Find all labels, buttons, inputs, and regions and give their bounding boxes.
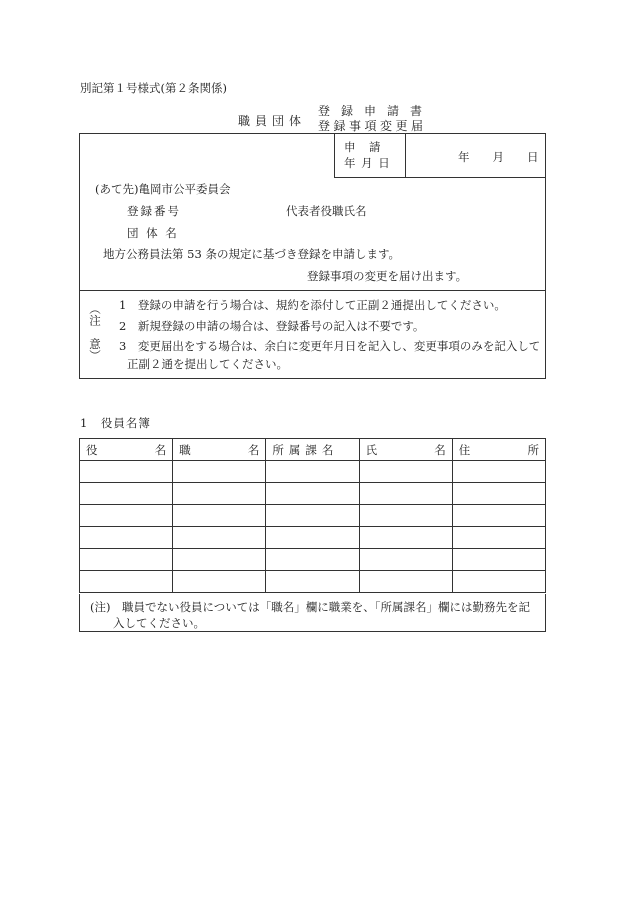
column-header-name: 氏 名	[359, 439, 452, 461]
table-cell[interactable]	[359, 571, 452, 593]
table-cell[interactable]	[80, 549, 173, 571]
table-row	[80, 505, 546, 527]
title-line-change-notification: 登録事項変更届	[318, 119, 427, 133]
note-item-2: 2 新規登録の申請の場合は、登録番号の記入は不要です。	[119, 319, 425, 333]
table-row	[80, 527, 546, 549]
date-cell-left-border	[334, 133, 335, 177]
table-cell[interactable]	[452, 505, 545, 527]
table-cell[interactable]	[266, 483, 359, 505]
table-row	[80, 549, 546, 571]
table-cell[interactable]	[80, 505, 173, 527]
application-statement: 地方公務員法第 53 条の規定に基づき登録を申請します。	[103, 247, 401, 261]
table-cell[interactable]	[452, 571, 545, 593]
note-item-3-continued: 正副２通を提出してください。	[127, 357, 288, 371]
table-cell[interactable]	[452, 461, 545, 483]
table-cell[interactable]	[173, 571, 266, 593]
table-cell[interactable]	[452, 527, 545, 549]
table-cell[interactable]	[266, 505, 359, 527]
table-row	[80, 483, 546, 505]
note-item-3: 3 変更届出をする場合は、余白に変更年月日を記入し、変更事項のみを記入して	[119, 339, 541, 353]
table-cell[interactable]	[452, 483, 545, 505]
table-cell[interactable]	[359, 505, 452, 527]
note-item-1: 1 登録の申請を行う場合は、規約を添付して正副２通提出してください。	[119, 298, 506, 312]
roster-heading: 1 役員名簿	[80, 416, 151, 430]
table-cell[interactable]	[173, 461, 266, 483]
application-date-label-top: 申 請	[344, 140, 382, 154]
title-line-registration-application: 登録申請書	[318, 104, 434, 118]
table-row	[80, 461, 546, 483]
column-header-department: 所属課名	[266, 439, 359, 461]
roster-note-line-2: 入してください。	[113, 616, 205, 630]
notes-bracket-bottom: 意︶	[88, 338, 102, 361]
application-date-field[interactable]: 年 月 日	[458, 150, 539, 164]
date-cell-bottom-border	[334, 177, 546, 178]
officer-roster-table	[79, 438, 546, 593]
table-cell[interactable]	[80, 571, 173, 593]
table-cell[interactable]	[359, 483, 452, 505]
notes-divider	[79, 290, 546, 291]
notes-bracket-top: ︵注	[88, 303, 102, 326]
table-cell[interactable]	[266, 527, 359, 549]
representative-label: 代表者役職氏名	[286, 204, 367, 218]
table-cell[interactable]	[173, 483, 266, 505]
roster-header-row	[80, 439, 546, 461]
table-cell[interactable]	[266, 571, 359, 593]
table-cell[interactable]	[359, 549, 452, 571]
table-cell[interactable]	[266, 549, 359, 571]
column-header-position: 役 名	[80, 439, 173, 461]
table-cell[interactable]	[80, 461, 173, 483]
column-header-address: 住 所	[452, 439, 545, 461]
table-row	[80, 571, 546, 593]
table-cell[interactable]	[173, 549, 266, 571]
table-cell[interactable]	[173, 505, 266, 527]
organization-name-label: 団 体 名	[127, 226, 179, 240]
table-cell[interactable]	[266, 461, 359, 483]
date-cell-divider	[405, 133, 406, 177]
change-statement: 登録事項の変更を届け出ます。	[307, 269, 468, 283]
table-cell[interactable]	[359, 461, 452, 483]
addressee: (あて先)亀岡市公平委員会	[95, 182, 231, 196]
table-cell[interactable]	[359, 527, 452, 549]
table-cell[interactable]	[80, 527, 173, 549]
form-label: 別記第１号様式(第２条関係)	[80, 81, 227, 95]
title-document-type	[318, 104, 433, 134]
column-header-job-title: 職 名	[173, 439, 266, 461]
table-cell[interactable]	[173, 527, 266, 549]
table-cell[interactable]	[80, 483, 173, 505]
roster-note-box	[79, 594, 546, 632]
registration-number-label: 登録番号	[127, 204, 181, 218]
title-organization: 職員団体	[238, 114, 307, 128]
roster-note-line-1: (注) 職員でない役員については「職名」欄に職業を、「所属課名」欄には勤務先を記	[90, 600, 530, 614]
table-cell[interactable]	[452, 549, 545, 571]
application-date-label-bottom: 年 月 日	[344, 156, 391, 170]
